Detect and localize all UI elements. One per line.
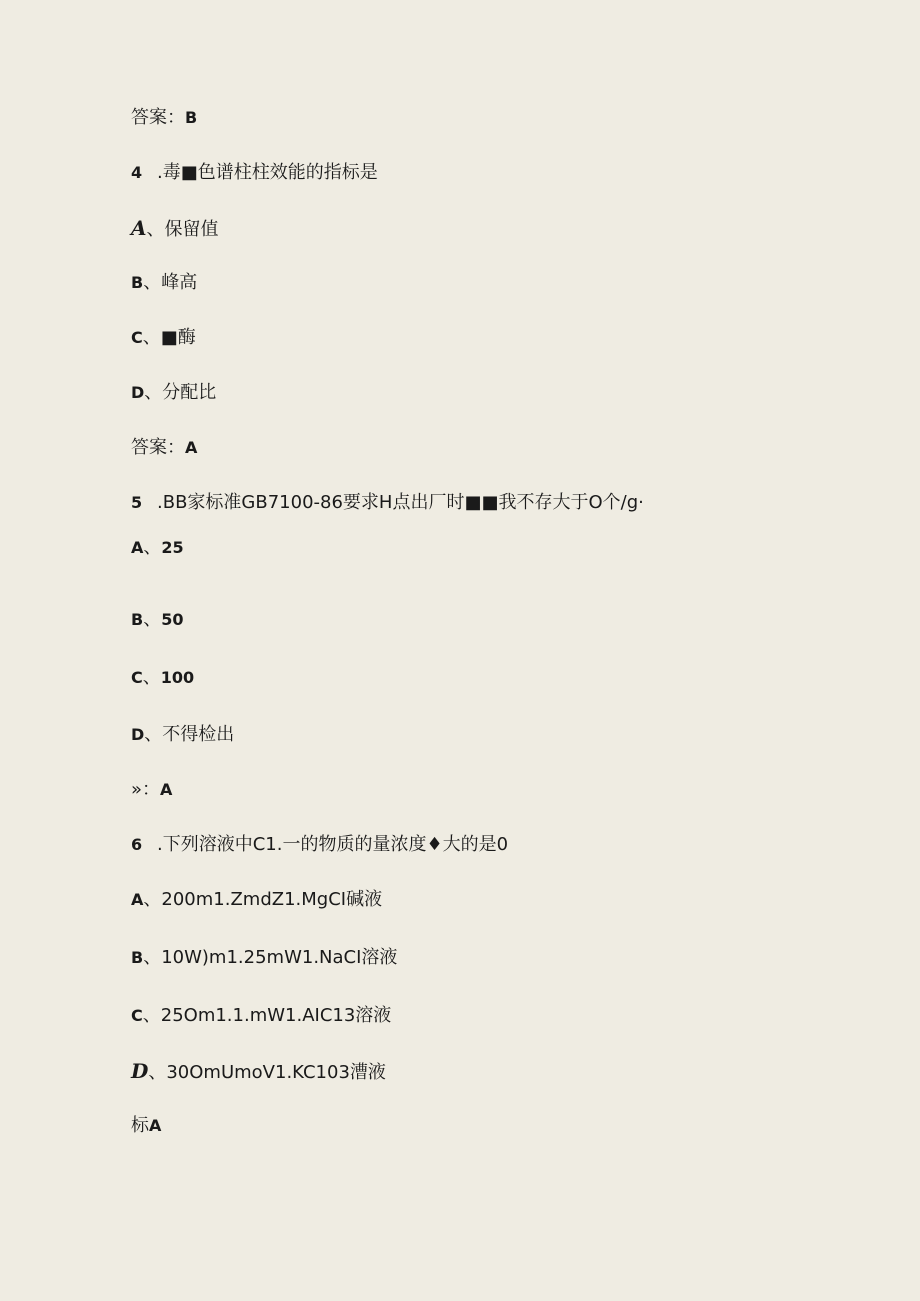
option-text: 25 (161, 538, 184, 557)
option-separator: 、 (142, 1005, 161, 1026)
answer-value: A (160, 780, 173, 799)
question-4 (131, 161, 378, 185)
option-c (131, 1004, 391, 1028)
option-d (131, 1059, 386, 1085)
option-b (131, 271, 197, 295)
answer-line (131, 778, 172, 802)
answer-value: A (185, 438, 198, 457)
option-separator: 、 (142, 327, 161, 348)
option-text: 200m1.ZmdZ1.MgCI碱液 (161, 889, 383, 910)
option-d (131, 381, 216, 405)
answer-line (131, 436, 197, 460)
option-d (131, 723, 234, 747)
option-text: 10W)m1.25mW1.NaCI溶液 (161, 947, 398, 968)
option-text: 峰高 (161, 272, 198, 293)
option-separator: 、 (146, 219, 165, 240)
answer-value: A (149, 1116, 162, 1135)
option-c (131, 666, 194, 690)
option-separator: 、 (143, 537, 162, 558)
answer-label: 答案： (131, 107, 185, 128)
option-letter: A (131, 890, 144, 909)
question-number: 4 (131, 163, 143, 182)
option-letter: C (131, 328, 143, 347)
option-letter: B (131, 610, 144, 629)
option-letter: D (131, 383, 145, 402)
option-separator: 、 (144, 724, 163, 745)
option-letter: A (131, 538, 144, 557)
option-text: 50 (161, 610, 184, 629)
option-letter: C (131, 1006, 143, 1025)
answer-label: 标 (131, 1115, 149, 1136)
option-separator: 、 (143, 889, 162, 910)
option-a (131, 216, 219, 242)
answer-value: B (185, 108, 198, 127)
option-separator: 、 (148, 1062, 167, 1083)
answer-line (131, 1114, 161, 1138)
option-text: 30OmUmoV1.KC103漕液 (166, 1062, 386, 1083)
option-a (131, 888, 382, 912)
answer-label: »： (131, 779, 161, 800)
question-number: 6 (131, 835, 143, 854)
option-text: 保留值 (164, 219, 219, 240)
option-b (131, 946, 397, 970)
question-5 (131, 491, 644, 515)
option-separator: 、 (143, 947, 162, 968)
option-separator: 、 (144, 382, 163, 403)
question-text: .毒■色谱柱柱效能的指标是 (157, 162, 378, 183)
option-separator: 、 (143, 272, 162, 293)
option-separator: 、 (142, 667, 161, 688)
option-text: ■酶 (160, 327, 196, 348)
answer-label: 答案： (131, 437, 185, 458)
option-letter: D (131, 725, 145, 744)
option-letter: B (131, 273, 144, 292)
option-letter: B (131, 948, 144, 967)
option-letter: C (131, 668, 143, 687)
option-letter: A (131, 216, 147, 240)
option-text: 100 (160, 668, 195, 687)
answer-line (131, 106, 197, 130)
option-b (131, 608, 183, 632)
question-number: 5 (131, 493, 143, 512)
option-a (131, 536, 184, 560)
option-c (131, 326, 196, 350)
option-text: 不得检出 (162, 724, 235, 745)
option-letter: D (131, 1059, 149, 1083)
option-text: 分配比 (162, 382, 217, 403)
question-text: .下列溶液中C1.一的物质的量浓度♦大的是0 (157, 834, 509, 855)
question-text: .BB家标准GB7100-86要求H点出厂时■■我不存大于O个/g· (157, 492, 644, 513)
option-text: 25Om1.1.mW1.AIC13溶液 (160, 1005, 392, 1026)
option-separator: 、 (143, 609, 162, 630)
question-6 (131, 833, 508, 857)
